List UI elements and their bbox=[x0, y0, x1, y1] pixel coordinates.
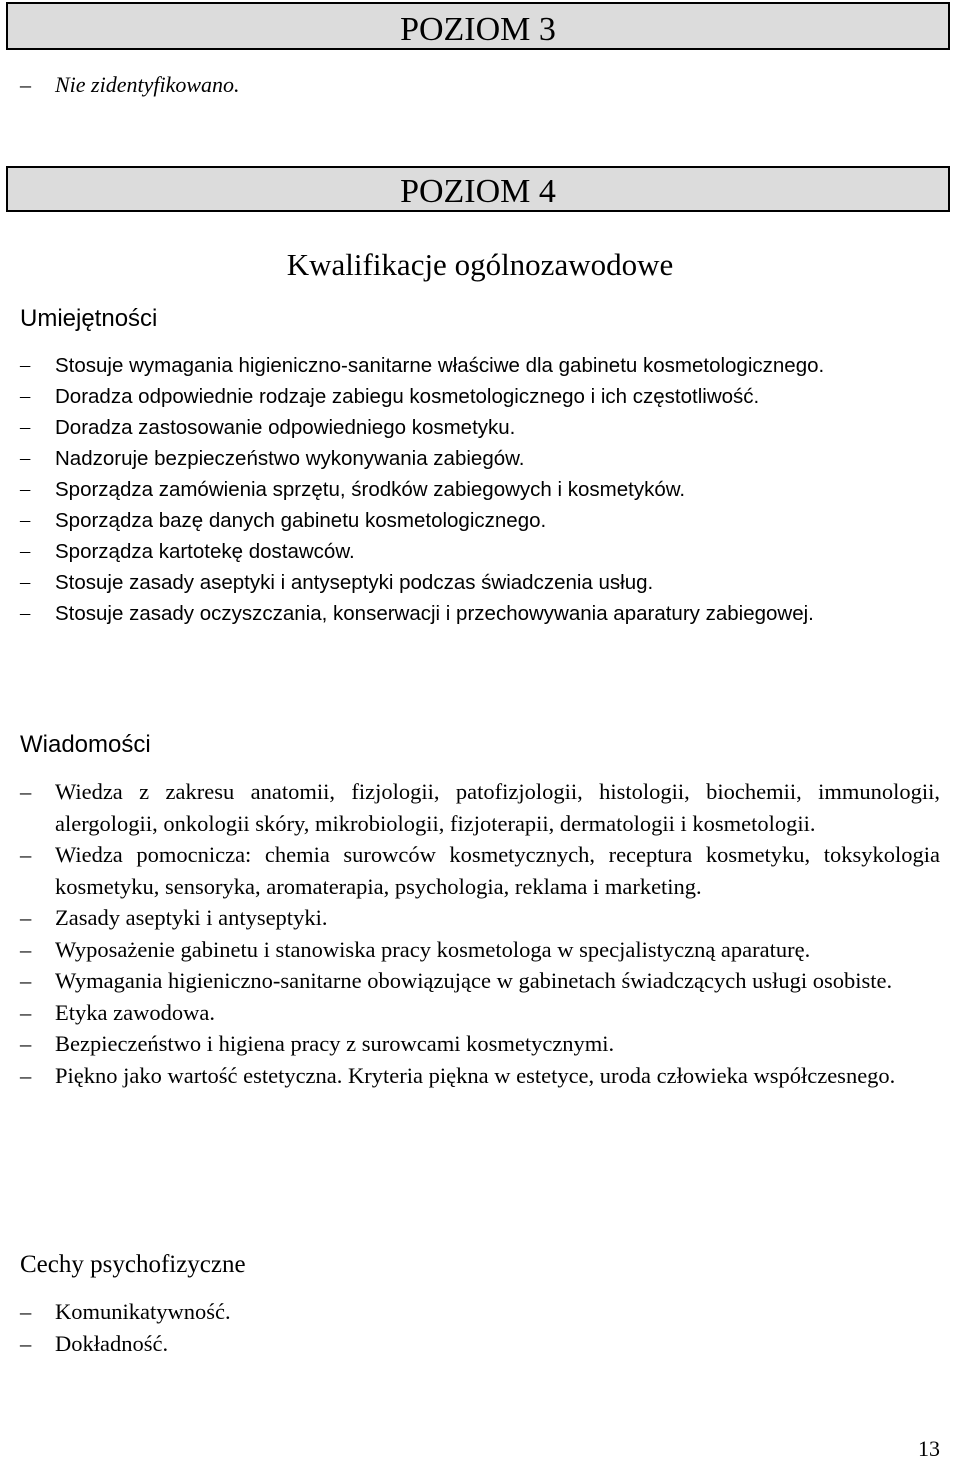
list-item bbox=[20, 381, 940, 412]
list-item-text: Piękno jako wartość estetyczna. Kryteria piękna w estetyce, uroda człowieka współczesnego. bbox=[55, 1062, 896, 1088]
list-item bbox=[20, 567, 940, 598]
list-item-text: Sporządza kartotekę dostawców. bbox=[55, 540, 355, 563]
list-item bbox=[20, 598, 940, 629]
list-dash: – bbox=[20, 1031, 32, 1056]
list-item-text: Wiedza pomocnicza: chemia surowców kosmetycznych, receptura kosmetyku, toksykologia kosmetyku, sensoryka, aromaterapia, psychologia, reklama i marketing. bbox=[55, 842, 940, 899]
list-dash: – bbox=[20, 571, 31, 593]
level-3-banner bbox=[6, 2, 950, 50]
knowledge-list bbox=[20, 776, 940, 1091]
list-item bbox=[20, 474, 940, 505]
list-dash: – bbox=[20, 999, 32, 1025]
list-dash: – bbox=[20, 416, 31, 438]
list-item-text: Wiedza z zakresu anatomii, fizjologii, patofizjologii, histologii, biochemii, immunologii, alergologii, onkologii skóry, mikrobiologii, fizjoterapii, dermatologii i kosmetologii. bbox=[55, 779, 940, 836]
list-dash: – bbox=[20, 1062, 32, 1088]
list-item-text: Nadzoruje bezpieczeństwo wykonywania zabiegów. bbox=[55, 447, 525, 470]
level-4-banner bbox=[6, 166, 950, 212]
list-item bbox=[20, 997, 940, 1029]
list-item-text: Zasady aseptyki i antyseptyki. bbox=[55, 905, 328, 930]
traits-list bbox=[20, 1296, 940, 1360]
list-dash: – bbox=[20, 968, 32, 993]
list-dash: – bbox=[20, 842, 32, 867]
list-dash: – bbox=[20, 936, 32, 962]
list-dash: – bbox=[20, 354, 31, 376]
list-dash: – bbox=[20, 72, 31, 97]
list-dash: – bbox=[20, 385, 31, 407]
traits-heading: Cechy psychofizyczne bbox=[20, 1251, 246, 1278]
list-item bbox=[20, 1296, 940, 1328]
list-dash: – bbox=[20, 509, 31, 531]
list-item bbox=[20, 965, 940, 997]
list-item bbox=[20, 902, 940, 934]
knowledge-heading: Wiadomości bbox=[20, 731, 151, 758]
list-item-text: Dokładność. bbox=[55, 1331, 169, 1356]
list-dash: – bbox=[20, 779, 32, 804]
list-item-text: Stosuje zasady oczyszczania, konserwacji i przechowywania aparatury zabiegowej. bbox=[55, 602, 814, 625]
page-number: 13 bbox=[918, 1436, 940, 1461]
list-item bbox=[20, 443, 940, 474]
list-item bbox=[20, 1328, 940, 1360]
level-3-heading: POZIOM 3 bbox=[400, 11, 556, 48]
level-3-note-text: Nie zidentyfikowano. bbox=[55, 72, 240, 97]
list-dash: – bbox=[20, 1299, 32, 1324]
list-item bbox=[20, 1060, 940, 1092]
list-dash: – bbox=[20, 905, 32, 930]
skills-list bbox=[20, 350, 940, 629]
list-item-text: Stosuje zasady aseptyki i antyseptyki podczas świadczenia usług. bbox=[55, 571, 654, 594]
list-item-text: Stosuje wymagania higieniczno-sanitarne właściwe dla gabinetu kosmetologicznego. bbox=[55, 354, 825, 377]
list-dash: – bbox=[20, 540, 31, 562]
list-item bbox=[20, 1028, 940, 1060]
skills-heading: Umiejętności bbox=[20, 305, 158, 332]
list-dash: – bbox=[20, 1331, 32, 1356]
list-item-text: Wymagania higieniczno-sanitarne obowiązujące w gabinetach świadczących usługi osobiste. bbox=[55, 968, 893, 993]
list-item-text: Sporządza zamówienia sprzętu, środków zabiegowych i kosmetyków. bbox=[55, 478, 686, 501]
list-item bbox=[20, 536, 940, 567]
list-item bbox=[20, 350, 940, 381]
level-4-heading: POZIOM 4 bbox=[400, 173, 556, 210]
list-dash: – bbox=[20, 478, 31, 500]
list-item-text: Doradza zastosowanie odpowiedniego kosmetyku. bbox=[55, 416, 516, 439]
list-item-text: Wyposażenie gabinetu i stanowiska pracy kosmetologa w specjalistyczną aparaturę. bbox=[55, 936, 811, 962]
list-item-text: Komunikatywność. bbox=[55, 1299, 231, 1324]
list-dash: – bbox=[20, 602, 31, 624]
list-item-text: Bezpieczeństwo i higiena pracy z surowcami kosmetycznymi. bbox=[55, 1031, 615, 1056]
list-item bbox=[20, 934, 940, 966]
list-item bbox=[20, 412, 940, 443]
list-dash: – bbox=[20, 447, 31, 469]
list-item bbox=[20, 776, 940, 839]
qualifications-title: Kwalifikacje ogólnozawodowe bbox=[286, 247, 674, 282]
list-item bbox=[20, 839, 940, 902]
list-item-text: Sporządza bazę danych gabinetu kosmetologicznego. bbox=[55, 509, 547, 532]
list-item-text: Etyka zawodowa. bbox=[55, 999, 215, 1025]
list-item-text: Doradza odpowiednie rodzaje zabiegu kosmetologicznego i ich częstotliwość. bbox=[55, 385, 760, 408]
list-item bbox=[20, 505, 940, 536]
